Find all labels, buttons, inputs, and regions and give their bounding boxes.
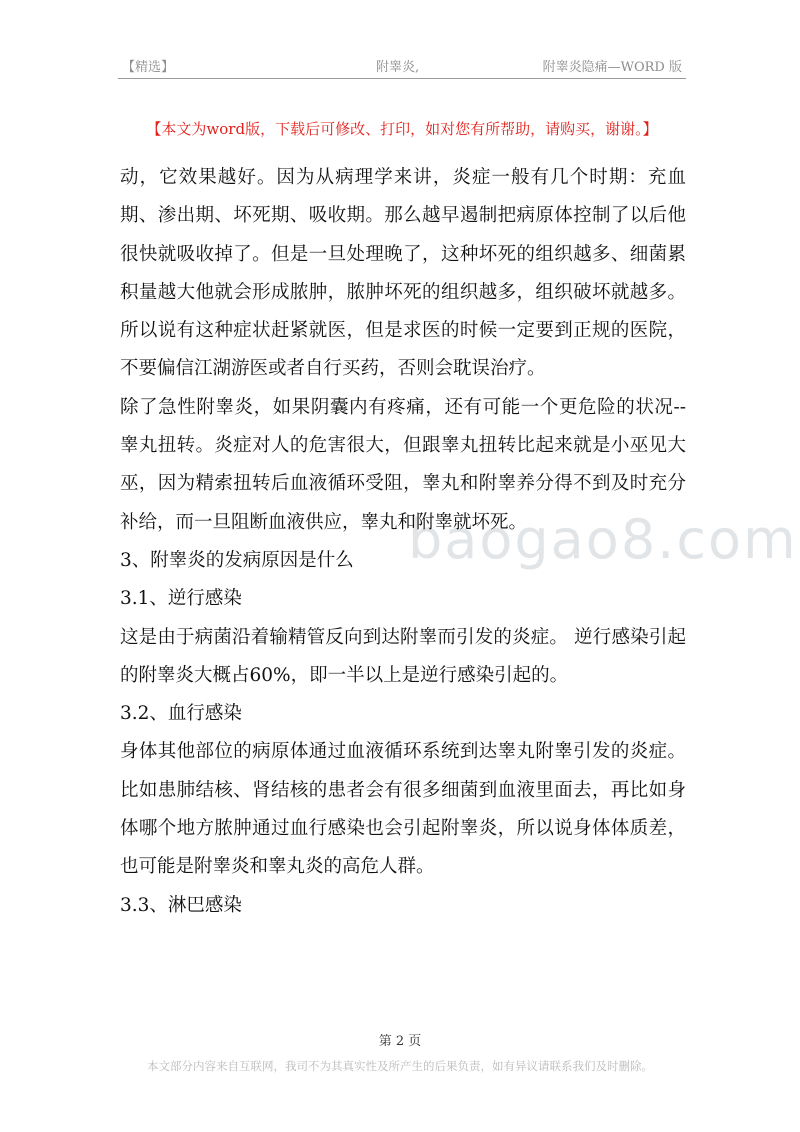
subsection-heading: 3.2、血行感染 — [120, 703, 242, 725]
page-header — [118, 56, 686, 79]
paragraph: 除了急性附睾炎，如果阴囊内有疼痛，还有可能一个更危险的状况--睾丸扭转。炎症对人的危害很大，但跟睾丸扭转比起来就是小巫见大巫，因为精索扭转后血液循环受阻，睾丸和附睾养分得不到及时充分补给，而一旦阻断血液供应，睾丸和附睾就坏死。 — [120, 396, 686, 533]
paragraph: 这是由于病菌沿着输精管反向到达附睾而引发的炎症。 逆行感染引起的附睾炎大概占60%，即一半以上是逆行感染引起的。 — [120, 626, 686, 686]
paragraph: 动，它效果越好。因为从病理学来讲，炎症一般有几个时期：充血期、渗出期、坏死期、吸收期。那么越早遏制把病原体控制了以后他很快就吸收掉了。但是一旦处理晚了，这种坏死的组织越多、细菌累积量越大他就会形成脓肿，脓肿坏死的组织越多，组织破坏就越多。所以说有这种症状赶紧就医，但是求医的时候一定要到正规的医院，不要偏信江湖游医或者自行买药，否则会耽误治疗。 — [120, 167, 686, 380]
download-notice: 【本文为word版，下载后可修改、打印，如对您有所帮助，请购买，谢谢。】 — [146, 120, 658, 138]
paragraph: 身体其他部位的病原体通过血液循环系统到达睾丸附睾引发的炎症。比如患肺结核、肾结核的患者会有很多细菌到血液里面去，再比如身体哪个地方脓肿通过血行感染也会引起附睾炎，所以说身体体质差，也可能是附睾炎和睾丸炎的高危人群。 — [120, 741, 686, 878]
watermark: baogao8.com — [408, 508, 798, 571]
subsection-heading: 3.1、逆行感染 — [120, 588, 242, 610]
header-right-label: 附睾炎隐痛—WORD 版 — [542, 60, 682, 75]
page-number: 第 2 页 — [378, 1034, 422, 1049]
document-body — [120, 159, 686, 925]
header-left-label: 【精选】 — [122, 60, 175, 75]
subsection-heading: 3.3、淋巴感染 — [120, 894, 242, 916]
footer-disclaimer: 本文部分内容来自互联网，我司不为其真实性及所产生的后果负责，如有异议请联系我们及时删除。 — [147, 1059, 653, 1073]
header-center-label: 附睾炎, — [376, 60, 420, 75]
section-heading: 3、附睾炎的发病原因是什么 — [120, 549, 354, 571]
